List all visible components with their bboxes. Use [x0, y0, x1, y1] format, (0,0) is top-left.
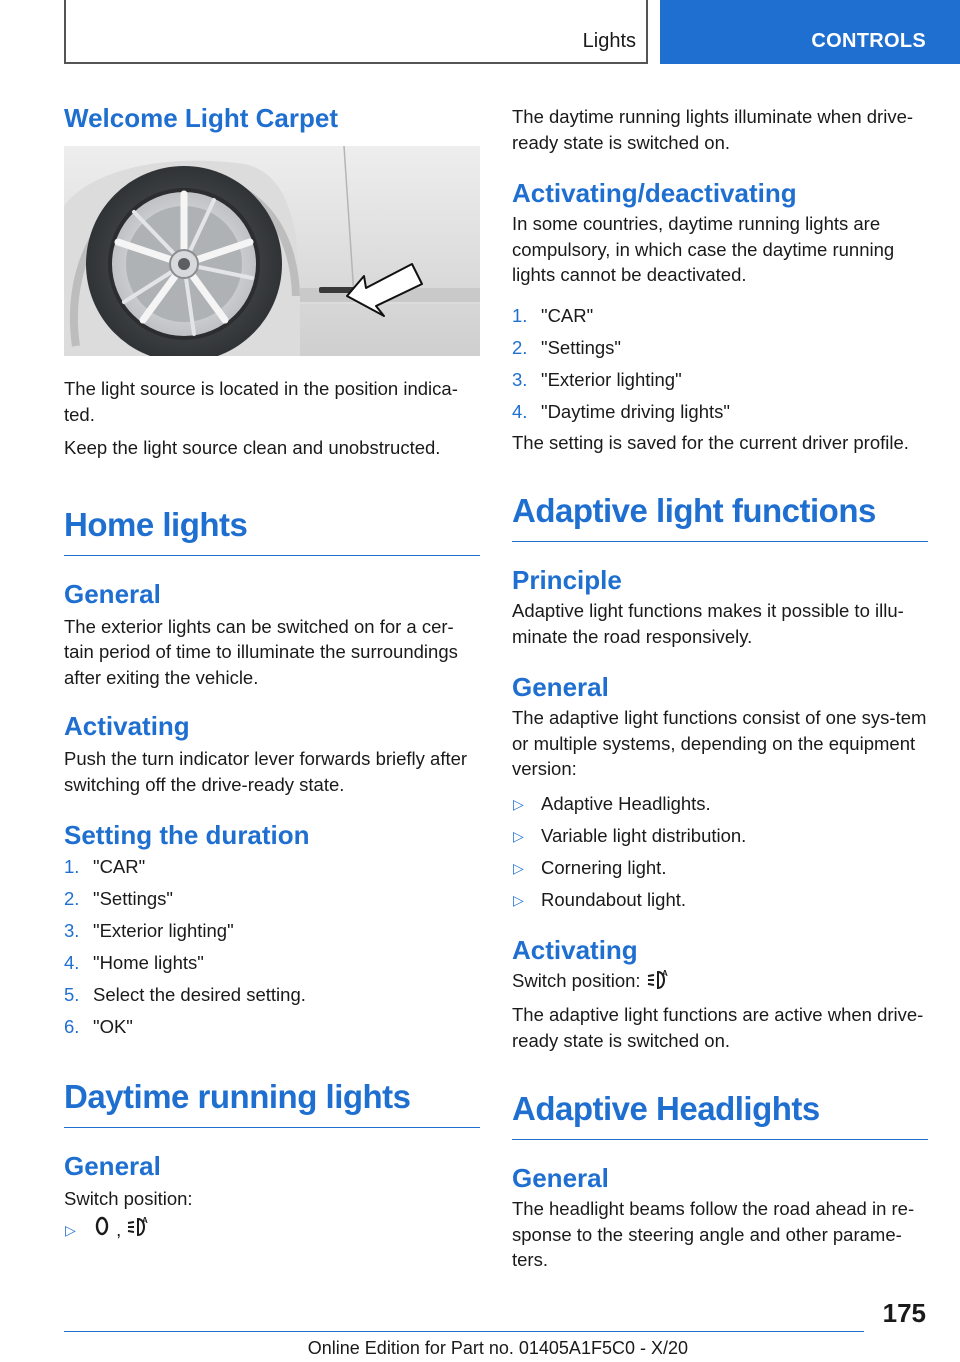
list-triangle-icon: ▷ — [513, 891, 524, 908]
list-item: 4. "Daytime driving lights" — [512, 400, 730, 422]
activating-deactivating-paragraph: In some countries, daytime running lights are compulsory, in which case the daytime running lights cannot be deactivated. — [512, 213, 895, 285]
list-item: 3. "Exterior lighting" — [64, 920, 234, 941]
actdeact-steps-list — [512, 300, 928, 428]
footer-divider — [64, 1331, 864, 1332]
list-item: ▷ Roundabout light. — [512, 884, 928, 916]
list-item: 2. "Settings" — [64, 888, 173, 909]
list-item: 1. "CAR" — [512, 304, 594, 326]
list-triangle-icon: ▷ — [513, 859, 524, 876]
adaptive-headlights-heading: Adaptive Headlights — [512, 1089, 928, 1140]
alf-activating-paragraph: The adaptive light functions are active when drive-ready state is switched on. — [512, 1004, 924, 1051]
list-item: 1. "CAR" — [64, 856, 146, 877]
auto-light-switch-icon — [646, 968, 672, 997]
welcome-paragraph-1: The light source is located in the position indica-ted. — [64, 378, 458, 425]
list-item: 5. Select the desired setting. — [64, 984, 306, 1005]
list-triangle-icon: ▷ — [513, 827, 524, 844]
alf-switch-position: Switch position: A — [512, 968, 928, 997]
header-section: Lights — [582, 30, 636, 52]
drl-switch-position-label: Switch position: — [64, 1188, 193, 1209]
svg-text:A: A — [142, 1215, 149, 1225]
left-column — [64, 96, 480, 1247]
list-item: 6. "OK" — [64, 1016, 133, 1037]
auto-light-switch-icon — [126, 1215, 152, 1247]
setting-duration-heading: Setting the duration — [64, 820, 310, 850]
adaptive-light-functions-heading: Adaptive light functions — [512, 491, 928, 542]
principle-paragraph: Adaptive light functions makes it possible to illu-minate the road responsively. — [512, 600, 904, 647]
home-activating-paragraph: Push the turn indicator lever forwards briefly after switching off the drive-ready state. — [64, 748, 468, 795]
svg-text:A: A — [661, 968, 668, 978]
header-chapter-tab[interactable]: CONTROLS — [660, 0, 960, 64]
car-wheel-image — [64, 146, 480, 356]
list-item: ▷ Cornering light. — [512, 852, 928, 884]
duration-steps-list — [64, 851, 480, 1043]
principle-heading: Principle — [512, 565, 622, 595]
activating-deactivating-heading: Activating/deactivating — [512, 178, 797, 208]
light-switch-zero-icon — [93, 1215, 111, 1247]
alf-systems-list — [512, 788, 928, 916]
page-number: 175 — [882, 1298, 926, 1328]
alf-activating-heading: Activating — [512, 934, 638, 965]
daytime-running-lights-heading: Daytime running lights — [64, 1077, 480, 1128]
list-item: ▷ Variable light distribution. — [512, 820, 928, 852]
drl-paragraph: The daytime running lights illuminate when drive-ready state is switched on. — [512, 106, 914, 153]
alf-general-heading: General — [512, 672, 609, 702]
car-wheel-figure — [64, 146, 480, 356]
drl-switch-list — [64, 1214, 480, 1247]
list-item: 3. "Exterior lighting" — [512, 368, 682, 390]
ah-general-paragraph: The headlight beams follow the road ahead in re-sponse to the steering angle and other parame-ters. — [512, 1198, 915, 1270]
welcome-paragraph-2: Keep the light source clean and unobstructed. — [64, 437, 441, 458]
list-item: ▷ Adaptive Headlights. — [512, 788, 928, 820]
list-item: 4. "Home lights" — [64, 952, 204, 973]
list-item: 2. "Settings" — [512, 336, 621, 358]
list-triangle-icon: ▷ — [65, 1221, 76, 1238]
drl-general-heading: General — [64, 1151, 161, 1181]
home-general-heading: General — [64, 578, 161, 609]
home-general-paragraph: The exterior lights can be switched on for a cer-tain period of time to illuminate the surroundings after exiting the vehicle. — [64, 615, 458, 688]
ah-general-heading: General — [512, 1163, 609, 1193]
home-activating-heading: Activating — [64, 711, 190, 741]
right-column — [512, 96, 928, 1273]
home-lights-heading: Home lights — [64, 505, 480, 556]
list-item: ▷ , A — [64, 1214, 480, 1247]
setting-saved-paragraph: The setting is saved for the current driver profile. — [512, 431, 909, 453]
header-box — [64, 0, 648, 64]
list-triangle-icon: ▷ — [513, 795, 524, 812]
footer-edition: Online Edition for Part no. 01405A1F5C0 - X/20 — [307, 1338, 688, 1358]
welcome-light-carpet-heading: Welcome Light Carpet — [64, 103, 339, 133]
alf-general-paragraph: The adaptive light functions consist of one sys-tem or multiple systems, depending on the equipment version: — [512, 707, 927, 779]
